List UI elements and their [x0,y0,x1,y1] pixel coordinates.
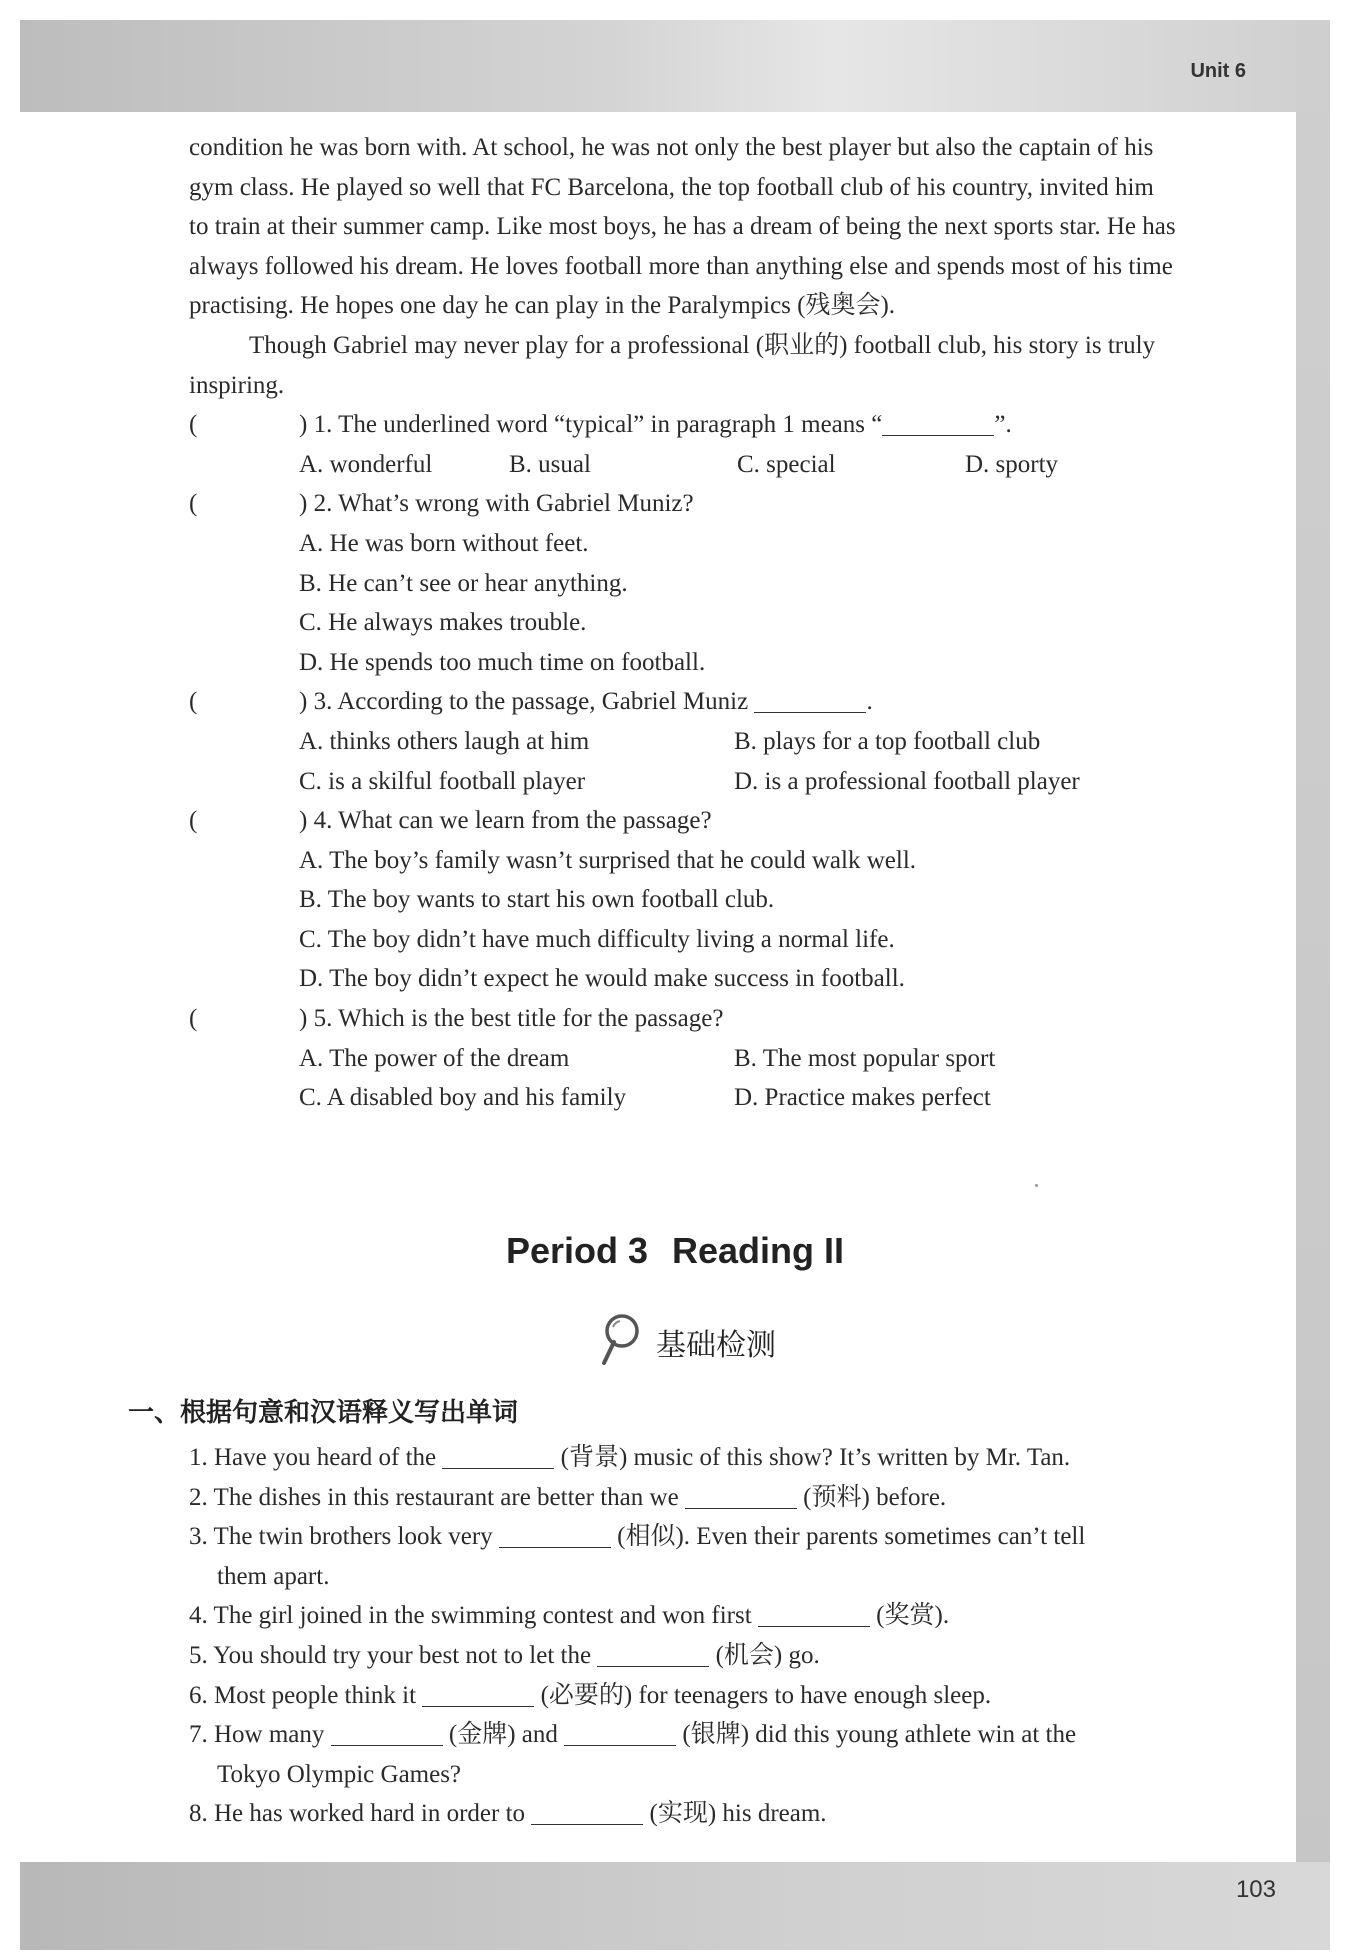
item-text: 4. The girl joined in the swimming contest and won first [189,1602,758,1630]
question-5-options [189,1039,1264,1118]
option[interactable]: C. is a skilful football player [299,767,586,795]
option[interactable]: A. He was born without feet. [299,529,589,557]
reading-passage [189,128,1264,1118]
answer-blank[interactable] [685,1507,797,1509]
item-text: (奖赏). [869,1602,950,1630]
answer-bracket[interactable]: ( [189,807,198,835]
item-text: (实现) his dream. [643,1800,827,1828]
question-stem: ) 3. According to the passage, Gabriel Muniz [299,688,755,716]
option[interactable]: D. Practice makes perfect [734,1084,991,1112]
exercise-item [189,1596,1264,1636]
question-stem: ) 2. What’s wrong with Gabriel Muniz? [299,490,694,518]
answer-blank[interactable] [564,1744,676,1746]
option[interactable]: C. The boy didn’t have much difficulty living a normal life. [299,925,895,953]
question-2-options [189,524,1264,682]
item-text: 3. The twin brothers look very [189,1523,499,1551]
option[interactable]: C. A disabled boy and his family [299,1084,627,1112]
item-text: (必要的) for teenagers to have enough sleep. [534,1681,992,1709]
option[interactable]: D. sporty [965,450,1059,478]
question-3 [189,682,1264,722]
item-text: (预料) before. [796,1483,947,1511]
option[interactable]: A. wonderful [299,450,433,478]
option[interactable]: B. The boy wants to start his own football club. [299,886,775,914]
item-text: 2. The dishes in this restaurant are better than we [189,1483,685,1511]
option[interactable]: D. is a professional football player [734,767,1080,795]
exercise-item-continued: Tokyo Olympic Games? [217,1760,462,1788]
section-1-title: 一、根据句意和汉语释义写出单词 [128,1398,519,1428]
word-exercise [189,1438,1264,1834]
question-1 [189,405,1264,445]
page-frame-bottom [20,1862,1330,1950]
option[interactable]: B. He can’t see or hear anything. [299,569,628,597]
item-text: (金牌) and [442,1721,565,1749]
item-text: 7. How many [189,1721,331,1749]
passage-line: Though Gabriel may never play for a professional (职业的) football club, his story is truly [249,331,1156,359]
answer-bracket[interactable]: ( [189,411,198,439]
exercise-item [189,1715,1264,1755]
period-heading [0,1230,1350,1272]
question-stem: ) 4. What can we learn from the passage? [299,807,712,835]
answer-blank[interactable] [331,1744,443,1746]
question-4-options [189,841,1264,999]
item-text: 5. You should try your best not to let the [189,1641,598,1669]
item-text: (银牌) did this young athlete win at the [676,1721,1077,1749]
question-2 [189,484,1264,524]
option[interactable]: D. The boy didn’t expect he would make success in football. [299,965,905,993]
passage-line: always followed his dream. He loves football more than anything else and spends most of his time [189,252,1173,280]
answer-blank[interactable] [531,1823,643,1825]
question-stem: ) 5. Which is the best title for the passage? [299,1005,724,1033]
answer-bracket[interactable]: ( [189,490,198,518]
passage-line: practising. He hopes one day he can play in the Paralympics (残奥会). [189,292,896,320]
page-frame-top [20,20,1330,112]
answer-blank[interactable] [882,434,994,436]
answer-blank[interactable] [758,1625,870,1627]
answer-blank[interactable] [597,1665,709,1667]
scan-speck [1035,1184,1038,1187]
answer-blank[interactable] [499,1546,611,1548]
page-frame-right [1296,20,1330,1950]
option[interactable]: A. The boy’s family wasn’t surprised that he could walk well. [299,846,917,874]
option[interactable]: A. The power of the dream [299,1044,570,1072]
question-5 [189,999,1264,1039]
option[interactable]: B. The most popular sport [734,1044,996,1072]
item-text: (背景) music of this show? It’s written by Mr. Tan. [554,1444,1071,1471]
exercise-item [189,1517,1264,1557]
option[interactable]: A. thinks others laugh at him [299,727,590,755]
answer-blank[interactable] [442,1467,554,1469]
option[interactable]: C. special [737,450,836,478]
question-1-options [189,445,1264,485]
item-text: 8. He has worked hard in order to [189,1800,532,1828]
question-stem-end: . [866,688,873,716]
option[interactable]: B. usual [509,450,591,478]
basic-check-label: 基础检测 [656,1328,776,1363]
answer-bracket[interactable]: ( [189,688,198,716]
exercise-item [189,1676,1264,1716]
answer-blank[interactable] [422,1705,534,1707]
question-stem-end: ”. [994,411,1012,439]
magnifier-icon [598,1311,642,1374]
unit-label: Unit 6 [1190,60,1246,82]
period-title: Reading II [672,1230,845,1271]
option[interactable]: D. He spends too much time on football. [299,648,706,676]
item-text: (相似). Even their parents sometimes can’t tell [610,1523,1086,1551]
answer-blank[interactable] [754,711,866,713]
passage-line: to train at their summer camp. Like most boys, he has a dream of being the next sports star. He has [189,213,1176,241]
exercise-item [189,1794,1264,1834]
option[interactable]: C. He always makes trouble. [299,609,587,637]
basic-check-heading [598,1312,776,1372]
item-text: 1. Have you heard of the [189,1444,443,1471]
question-3-options [189,722,1264,801]
item-text: 6. Most people think it [189,1681,423,1709]
option[interactable]: B. plays for a top football club [734,727,1041,755]
question-4 [189,801,1264,841]
item-text: (机会) go. [709,1641,820,1669]
passage-line: condition he was born with. At school, he was not only the best player but also the captain of his [189,134,1154,161]
page-number: 103 [1235,1876,1276,1903]
question-stem: ) 1. The underlined word “typical” in paragraph 1 means “ [299,411,883,439]
answer-bracket[interactable]: ( [189,1005,198,1033]
exercise-item-continued: them apart. [217,1562,330,1590]
period-number: Period 3 [505,1230,649,1271]
exercise-item [189,1636,1264,1676]
passage-line: gym class. He played so well that FC Barcelona, the top football club of his country, invited him [189,173,1154,201]
exercise-item [189,1438,1264,1478]
passage-line: inspiring. [189,371,285,399]
exercise-item [189,1478,1264,1518]
